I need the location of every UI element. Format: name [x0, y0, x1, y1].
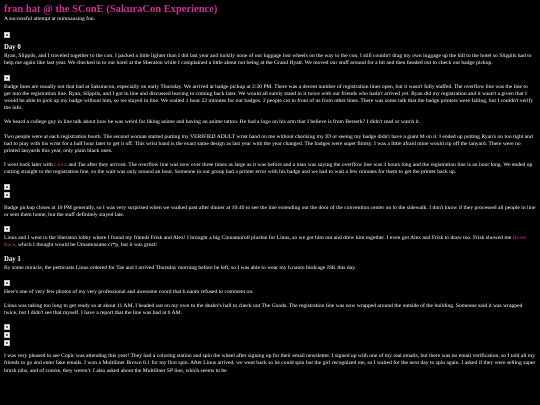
day0-paragraph-1: Ryan, Slippils, and I traveled together to the con. I packed a little lighter than I did last year and luckily none of our luggage lost wheels on the way to the con. I still couldn't drag my own luggage up the hill to the hotel so Slippils had to help me again like last year. We checked in to our hotel at the Sheraton while I complained a little about not being at the Grand Hyatt. We moved our stuff around for a bit and then headed out to check out badge pickup.: [4, 53, 532, 67]
broken-image-icon[interactable]: [4, 75, 10, 81]
day1-paragraph-2: Here's one of very few photos of my very professional and awesome coord that h.naoto refused to comment on.: [4, 288, 254, 295]
day1-paragraph-4: I was very pleased to see Copic was attending this year! They had a coloring station and spin the wheel after signing up for their email newsletter. I signed up with one of my real emails, but there was no email verification, so I told all my friends to go and enter fake emails. I won a Multiliner Brown 0.1 for my first spin. After Linus arrived, we went back so he could spin but the girl recognized me, so I waited for the next day to spin again. I asked if they were selling super brush nibs, and of course, they weren't. I also asked about the Multiliner SP line, which seems to be: [4, 353, 536, 374]
horse-race-link[interactable]: Horse Race: [4, 235, 526, 249]
broken-image-icon[interactable]: [4, 332, 10, 338]
text-span: I went back later with: [4, 162, 55, 169]
day1-heading: Day 1: [4, 256, 21, 264]
day0-paragraph-2: Badge lines are usually not that bad at Sakuracon, especially on early Thursday. We arrived at badge pickup at 2:30 PM. There was a decent number of registration lines open, but it wasn't fully staffed. The overflow line was the line to get into the registration line. Ryan, Slippils, and I got in line and discussed leaving to coming back later. We would all surely stand in it twice with our friends who hadn't arrived yet. Ryan did my registration and it wasn't a given that I would be able to pick up my badge without him, so we stayed in line. We waited 1 hour 22 minutes for our badges. 3 people cut in front of us from other lines. There was some talk that the badge printers were failing, but I couldn't verify the info.: [4, 83, 534, 112]
day1-paragraph-3: Linus was taking too long to get ready so at about 11 AM, I headed out on my own to the dealer's hall to check out The Goods. The registration line was now wrapped around the outside of the building. Someone said it was wrapped twice, but I didn't see that myself. I have a report that the line was bad at 6 AM.: [4, 302, 523, 317]
day1-paragraph-1: By some miracle, the petticoats Linus ordered for Tae and I arrived Thursday morning before he left, so I was able to wear my h.naoto birdcage JSK this day.: [4, 265, 356, 272]
broken-image-icon[interactable]: [4, 184, 10, 190]
day0-paragraph-5: [4, 162, 536, 176]
day0-paragraph-4: Two people were at each registration booth. The second woman started putting my VERIFIED ADULT wrist band on me without checking my ID or seeing my badge didn't have a giant M on it. I ended up putting Ryan's on too tight and had to play with his wrist for a half hour later to get it off. This wrist band is the exact same design as last year with the year changed. The badges were super flimsy. I was a little afraid mine would rip off the lanyard. There were no printed lanyards this year, only plain black ones.: [4, 133, 533, 155]
broken-image-icon[interactable]: [4, 226, 10, 232]
day0-heading: Day 0: [4, 44, 21, 52]
broken-image-icon[interactable]: [4, 32, 10, 38]
day0-paragraph-6: Badge pickup closes at 10 PM generally, so I was very surprised when we walked past after dinner at 10:40 to see the line extending out the door of the convention center on to the sidewalk. I don't know if they processed all people in line or sent them home, but the staff definitely stayed late.: [4, 204, 536, 218]
page-subtitle: A successful attempt at mimnausing fun.: [4, 16, 96, 22]
day0-paragraph-3: We heard a college guy in line talk about how he was weird for liking anime and having an anime tattoo. He had a logo on his arm that I believe is from Berserk? I didn't read or watch it.: [4, 119, 421, 126]
broken-image-icon[interactable]: [4, 324, 10, 330]
linus-link[interactable]: Linus: [54, 162, 67, 169]
day0-paragraph-7: [4, 235, 536, 249]
image-group: [4, 324, 536, 346]
text-span: , which I thought would be Umamusume cr*p, but it was great!: [15, 242, 158, 249]
page-title: fran hat @ the SConE (SakuraCon Experience): [4, 4, 218, 15]
broken-image-icon[interactable]: [4, 192, 10, 198]
broken-image-icon[interactable]: [4, 280, 10, 286]
broken-image-icon[interactable]: [4, 340, 10, 346]
text-span: and Tae after they arrived. The overflow line was now over three times as large as it was before and a man was saying the overflow line was 3 hours long and the registration line is an hour long. We ended up cutting straight to the registration line, so the wait was only around an hour. Someone in our group had a printer error with his badge and we had to wait a few minutes for them to get the printer back up.: [4, 162, 533, 176]
text-span: Linus and I went to the Sheraton lobby where I found my friends Frisk and Alex! I brought a big Cinnamoroll plushie for Linus, so we got him out and drew him together. I even got Alex and Frisk to draw too. Frisk showed me: [4, 235, 513, 242]
image-group: [4, 184, 536, 198]
